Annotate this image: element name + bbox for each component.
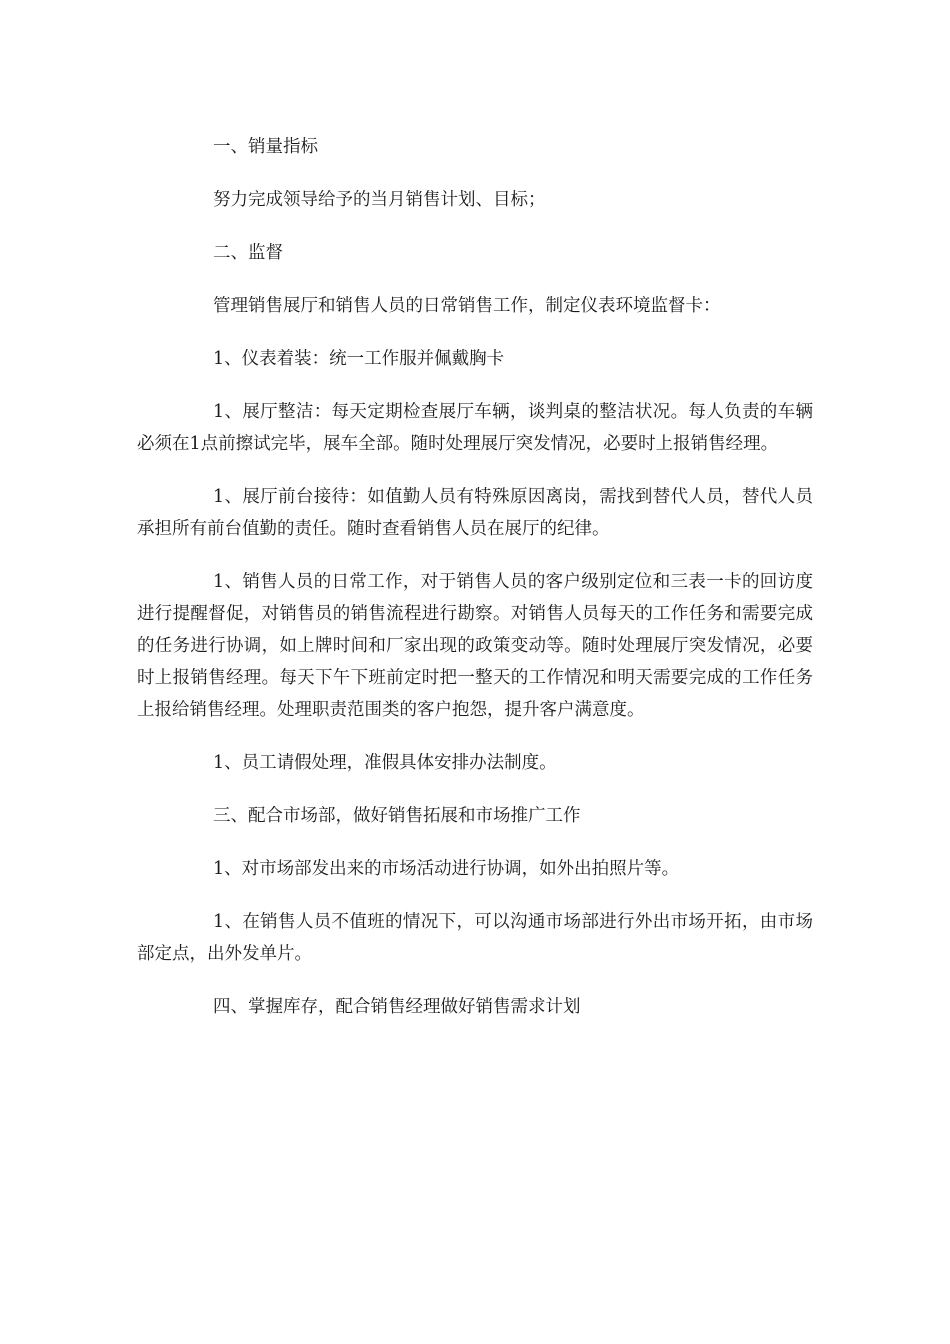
- list-item-leave-handling: 1、员工请假处理，准假具体安排办法制度。: [213, 753, 557, 773]
- section-heading-inventory: 四、掌握库存，配合销售经理做好销售需求计划: [213, 997, 581, 1017]
- list-item-showroom-cleanliness: 1、展厅整洁：每天定期检查展厅车辆，谈判桌的整洁状况。每人负责的车辆必须在1点前擦试完毕，展车全部。随时处理展厅突发情况，必要时上报销售经理。: [137, 402, 813, 454]
- list-item-market-activities: 1、对市场部发出来的市场活动进行协调，如外出拍照片等。: [213, 859, 680, 879]
- section-heading-supervision: 二、监督: [213, 243, 283, 263]
- paragraph-sales-goal: 努力完成领导给予的当月销售计划、目标；: [213, 190, 546, 210]
- list-item-market-expansion: 1、在销售人员不值班的情况下，可以沟通市场部进行外出市场开拓，由市场部定点，出外发单片。: [137, 912, 813, 964]
- section-heading-marketing: 三、配合市场部，做好销售拓展和市场推广工作: [213, 806, 581, 826]
- paragraph-supervision-intro: 管理销售展厅和销售人员的日常销售工作，制定仪表环境监督卡：: [213, 296, 721, 316]
- document-body: [137, 131, 813, 1044]
- list-item-dress-code: 1、仪表着装：统一工作服并佩戴胸卡: [213, 349, 505, 369]
- section-heading-sales-target: 一、销量指标: [213, 137, 318, 157]
- list-item-front-desk-reception: 1、展厅前台接待：如值勤人员有特殊原因离岗，需找到替代人员，替代人员承担所有前台值勤的责任。随时查看销售人员在展厅的纪律。: [137, 487, 813, 539]
- list-item-daily-sales-work: 1、销售人员的日常工作，对于销售人员的客户级别定位和三表一卡的回访度进行提醒督促，对销售员的销售流程进行勘察。对销售人员每天的工作任务和需要完成的任务进行协调，如上牌时间和厂家出现的政策变动等。随时处理展厅突发情况，必要时上报销售经理。每天下午下班前定时把一整天的工作情况和明天需要完成的工作任务上报给销售经理。处理职责范围类的客户抱怨，提升客户满意度。: [137, 572, 813, 720]
